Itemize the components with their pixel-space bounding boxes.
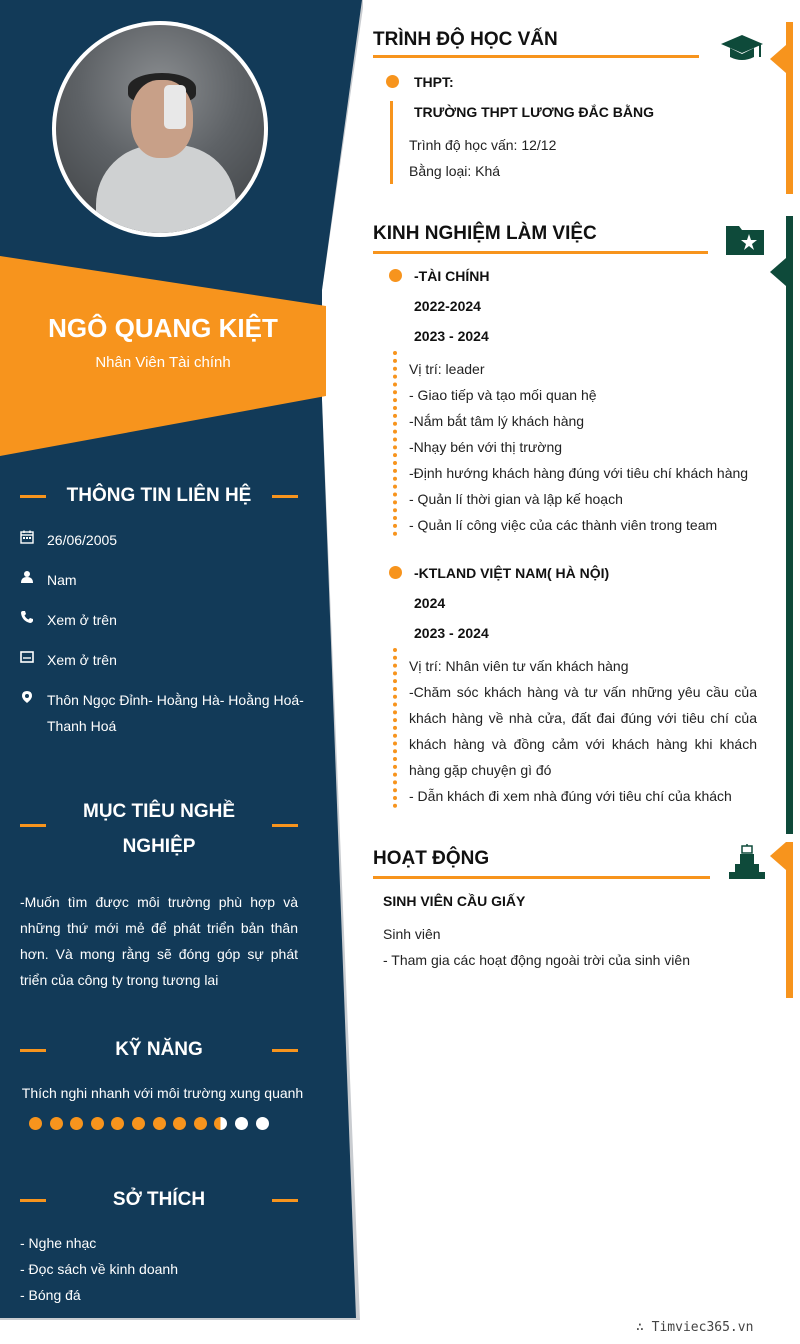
folder-star-icon	[725, 222, 765, 256]
activities-edge	[786, 842, 793, 998]
job-bullet	[389, 566, 402, 579]
job-period: 2024	[414, 595, 446, 611]
contact-heading: THÔNG TIN LIÊN HỆ	[20, 485, 298, 507]
job-line: Vị trí: Nhân viên tư vấn khách hàng	[409, 658, 629, 674]
activities-underline	[373, 876, 710, 879]
job-line: -Nhạy bén với thị trường	[409, 439, 563, 455]
skill-dot	[153, 1117, 166, 1130]
activities-edge-arrow	[770, 842, 786, 870]
skill-dot	[235, 1117, 248, 1130]
podium-icon	[728, 844, 766, 880]
education-grade: Trình độ học vấn: 12/12	[409, 137, 557, 153]
skill-dot	[91, 1117, 104, 1130]
job-timeline	[393, 351, 401, 536]
skill-dot	[50, 1117, 63, 1130]
email-icon	[20, 650, 34, 664]
education-school: TRƯỜNG THPT LƯƠNG ĐẮC BẰNG	[414, 104, 654, 120]
job-line: Vị trí: leader	[409, 361, 485, 377]
job-bullet	[389, 269, 402, 282]
activity-role: Sinh viên	[383, 926, 441, 942]
skill-dot	[194, 1117, 207, 1130]
skills-heading: KỸ NĂNG	[20, 1039, 298, 1061]
education-heading: TRÌNH ĐỘ HỌC VẤN	[373, 29, 558, 50]
job-line: -Chăm sóc khách hàng và tư vấn những yêu cầu của khách hàng về nhà cửa, đất đai đúng với tiêu chí của khách hàng và đồng cảm với khách hàng khi khách hàng gặp chuyện gì đó	[409, 684, 757, 778]
avatar	[52, 21, 268, 237]
job-line: -Định hướng khách hàng đúng với tiêu chí khách hàng	[409, 465, 749, 481]
job-company: -TÀI CHÍNH	[414, 268, 490, 284]
education-level: THPT:	[414, 74, 454, 90]
calendar-icon	[20, 530, 34, 544]
education-rank: Bằng loại: Khá	[409, 163, 501, 179]
experience-edge-arrow	[770, 258, 786, 286]
candidate-name: NGÔ QUANG KIỆT	[48, 313, 278, 343]
skill-dot	[132, 1117, 145, 1130]
job-period: 2022-2024	[414, 298, 481, 314]
experience-underline	[373, 251, 708, 254]
hobby-item: - Nghe nhạc	[20, 1235, 97, 1251]
objective-text: -Muốn tìm được môi trường phù hợp và những thứ mới mẻ để phát triển bản thân hơn. Và mong rằng sẽ đóng góp sự phát triển của công ty trong tương lai	[20, 894, 298, 988]
job-period: 2023 - 2024	[414, 625, 489, 641]
job-line: - Giao tiếp và tạo mối quan hệ	[409, 387, 597, 403]
user-icon	[20, 570, 34, 584]
logo-icon: ∴	[636, 1320, 652, 1335]
job-timeline	[393, 648, 401, 808]
skill-dot	[256, 1117, 269, 1130]
skill-name: Thích nghi nhanh với môi trường xung quanh	[21, 1085, 304, 1101]
hobbies-list	[20, 1230, 178, 1308]
footer-brand: ∴ Timviec365.vn	[636, 1320, 754, 1335]
job-company: -KTLAND VIỆT NAM( HÀ NỘI)	[414, 565, 610, 581]
experience-heading: KINH NGHIỆM LÀM VIỆC	[373, 223, 597, 244]
location-icon	[20, 690, 34, 704]
activities-heading: HOẠT ĐỘNG	[373, 848, 490, 869]
education-edge	[786, 22, 793, 194]
hobby-item: - Bóng đá	[20, 1287, 81, 1303]
hobbies-heading: SỞ THÍCH	[20, 1189, 298, 1211]
job-period: 2023 - 2024	[414, 328, 489, 344]
job-line: - Quản lí thời gian và lập kế hoạch	[409, 491, 623, 507]
experience-edge	[786, 216, 793, 834]
job-line: -Nắm bắt tâm lý khách hàng	[409, 413, 585, 429]
education-underline	[373, 55, 699, 58]
education-timeline	[390, 101, 393, 184]
phone-icon	[20, 610, 34, 624]
activity-desc: - Tham gia các hoạt động ngoài trời của sinh viên	[383, 952, 690, 968]
objective-heading: MỤC TIÊU NGHỀ NGHIỆP	[20, 794, 298, 864]
job-title: Nhân Viên Tài chính	[95, 354, 231, 371]
graduation-cap-icon	[720, 33, 764, 63]
hobby-item: - Đọc sách về kinh doanh	[20, 1261, 178, 1277]
skill-dot	[29, 1117, 42, 1130]
job-line: - Quản lí công việc của các thành viên trong team	[409, 517, 718, 533]
education-bullet	[386, 75, 399, 88]
activity-org: SINH VIÊN CẦU GIẤY	[383, 893, 526, 909]
education-edge-arrow	[770, 45, 786, 73]
job-line: - Dẫn khách đi xem nhà đúng với tiêu chí của khách	[409, 788, 732, 804]
